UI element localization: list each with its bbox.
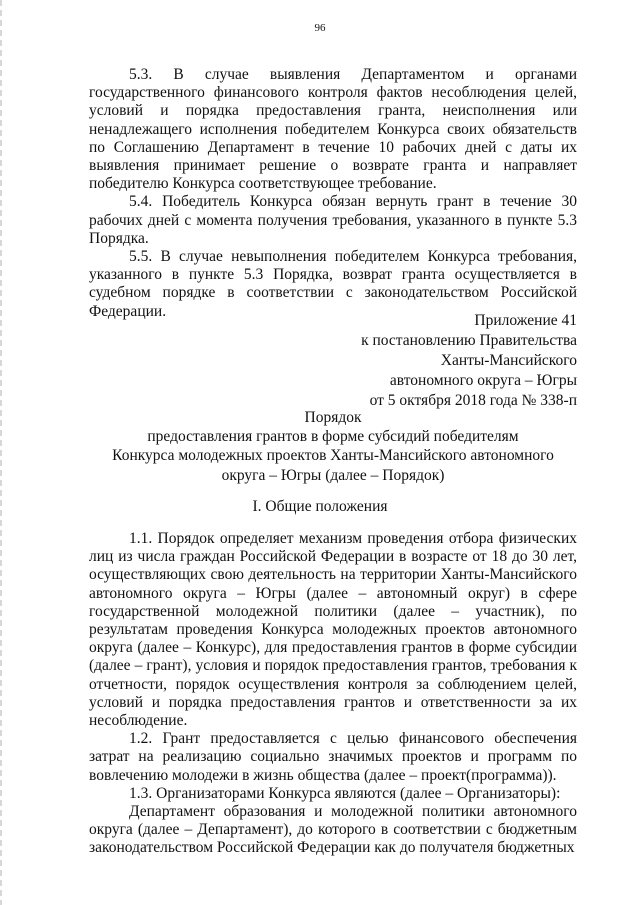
title-line: Конкурса молодежных проектов Ханты-Мансийского автономного xyxy=(112,447,554,465)
appendix-line: от 5 октября 2018 года № 338-п xyxy=(369,392,577,409)
appendix-block xyxy=(361,311,577,411)
paragraph-5-4: 5.4. Победитель Конкурса обязан вернуть грант в течение 30 рабочих дней с момента получения требования, указанного в пункте 5.3 Порядка. xyxy=(89,193,577,247)
paragraph-1-2: 1.2. Грант предоставляется с целью финансового обеспечения затрат на реализацию социально значимых проектов и программ по вовлечению молодежи в жизнь общества (далее – проект(программа)). xyxy=(89,730,577,784)
scan-edge xyxy=(0,0,2,905)
title-line: предоставления грантов в форме субсидий победителям xyxy=(147,428,519,446)
section-5-text xyxy=(89,66,577,321)
paragraph-5-3: 5.3. В случае выявления Департаментом и органами государственного финансового контроля фактов несоблюдения целей, условий и порядка предоставления гранта, неисполнения или ненадлежащего исполнения победителем Конкурса своих обязательств по Соглашению Департамент в течение 10 рабочих дней с даты их выявления принимает решение о возврате гранта и направляет победителю Конкурса соответствующее требование. xyxy=(89,66,577,193)
section-heading: I. Общие положения xyxy=(252,498,388,515)
paragraph-5-5: 5.5. В случае невыполнения победителем Конкурса требования, указанного в пункте 5.3 Порядка, возврат гранта осуществляется в судебном порядке в соответствии с законодательством Российской Федерации. xyxy=(89,248,577,320)
title-line: округа – Югры (далее – Порядок) xyxy=(221,466,445,484)
title-line: Порядок xyxy=(304,409,362,426)
paragraph-1-1: 1.1. Порядок определяет механизм проведения отбора физических лиц из числа граждан Российской Федерации в возрасте от 18 до 30 лет, осуществляющих свою деятельность на территории Ханты-Мансийского автономного округа – Югры (далее – автономный округ) в сфере государственной молодежной политики (далее – участник), по результатам проведения Конкурса молодежных проектов автономного округа (далее – Конкурс), для предоставления грантов в форме субсидии (далее – грант), условия и порядок предоставления грантов, требования к отчетности, порядок осуществления контроля за соблюдением целей, условий и порядка предоставления грантов и ответственности за их несоблюдение. xyxy=(89,530,577,730)
appendix-line: Приложение 41 xyxy=(474,312,577,329)
page-number: 96 xyxy=(314,22,326,34)
appendix-line: автономного округа – Югры xyxy=(389,372,577,389)
appendix-line: Ханты-Мансийского xyxy=(440,352,577,369)
appendix-line: к постановлению Правительства xyxy=(361,332,577,349)
document-title xyxy=(89,408,577,485)
paragraph-department: Департамент образования и молодежной политики автономного округа (далее – Департамент), до которого в соответствии с бюджетным законодательством Российской Федерации как до получателя бюджетных xyxy=(89,803,577,857)
paragraph-1-3: 1.3. Организаторами Конкурса являются (далее – Организаторы): xyxy=(129,784,561,802)
section-1-text xyxy=(89,530,577,858)
